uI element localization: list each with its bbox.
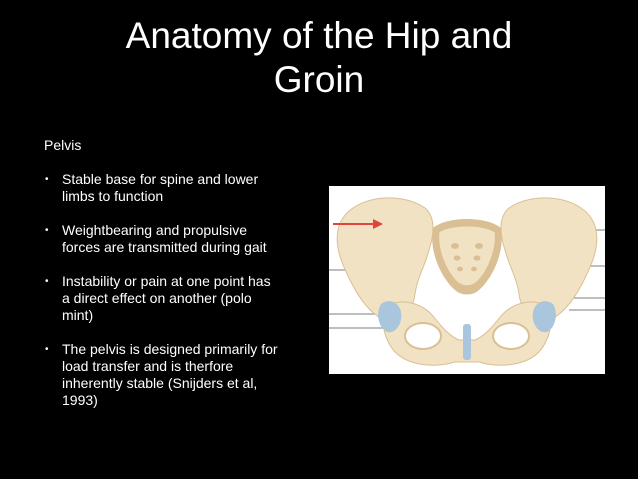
bullet-dot-icon: • [45,344,49,355]
bullet-line: Instability or pain at one point has [62,273,271,289]
bullet-list [44,171,316,426]
bullet-item [44,222,316,256]
bullet-line: inherently stable (Snijders et al, [62,375,258,391]
bullet-line: limbs to function [62,188,164,204]
bullet-line: mint) [62,307,94,323]
bullet-line: 1993) [62,392,98,408]
pelvis-illustration-icon [329,186,605,374]
right-obturator-foramen [493,323,529,349]
bullet-line: a direct effect on another (polo [62,290,252,306]
pubic-symphysis [463,324,471,360]
slide-title [40,14,598,102]
bullet-item [44,341,316,409]
section-label: Pelvis [44,137,82,153]
bullet-line: The pelvis is designed primarily for [62,341,278,357]
bullet-dot-icon: • [45,276,49,287]
left-obturator-foramen [405,323,441,349]
pelvis-figure [329,186,605,374]
bullet-dot-icon: • [45,174,49,185]
bullet-item [44,171,316,205]
bullet-dot-icon: • [45,225,49,236]
bullet-line: load transfer and is therfore [62,358,234,374]
title-line-2: Groin [273,59,365,100]
bullet-line: Stable base for spine and lower [62,171,259,187]
bullet-line: forces are transmitted during gait [62,239,267,255]
bullet-item [44,273,316,324]
title-line-1: Anatomy of the Hip and [125,15,513,56]
bullet-line: Weightbearing and propulsive [62,222,247,238]
